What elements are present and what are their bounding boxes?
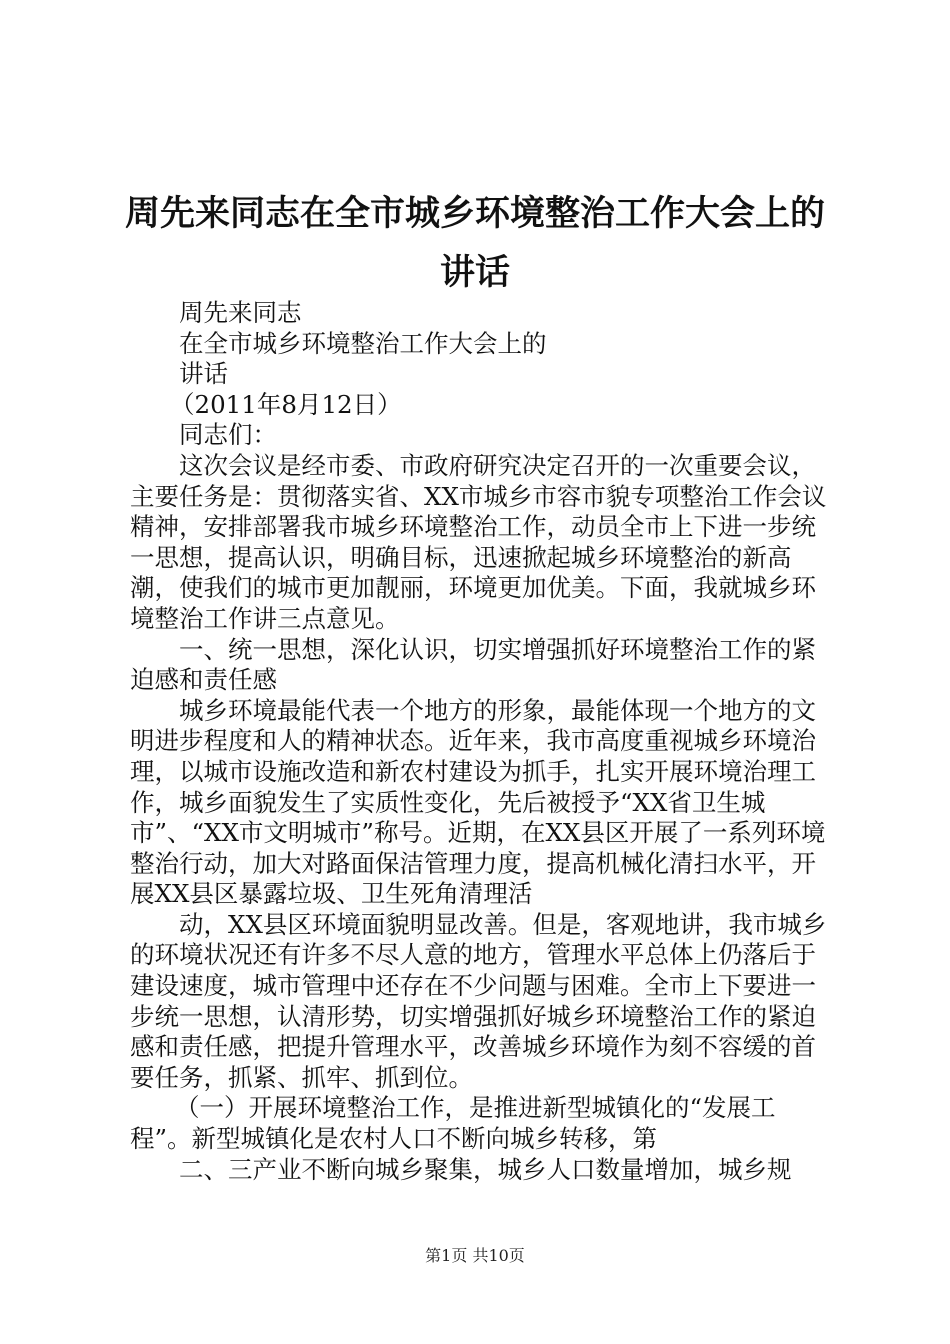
- paragraph: 二、三产业不断向城乡聚集，城乡人口数量增加，城乡规: [179, 1154, 792, 1184]
- speech-date: （2011年8月12日）: [170, 389, 402, 419]
- paragraph: 城乡环境最能代表一个地方的形象，最能体现一个地方的文明进步程度和人的精神状态。近年来，我市高度重视城乡环境治理，以城市设施改造和新农村建设为抓手，扎实开展环境治理工作，城乡面貌发生了实质性变化，先后被授予“XX省卫生城市”、“XX市文明城市”称号。近期，在XX县区开展了一系列环境整治行动，加大对路面保洁管理力度，提高机械化清扫水平，开展XX县区暴露垃圾、卫生死角清理活: [130, 695, 826, 909]
- document-title-line1: 周先来同志在全市城乡环境整治工作大会上的: [124, 194, 825, 234]
- speech-subtitle-end: 讲话: [179, 359, 228, 389]
- page-footer: 第1页 共10页: [425, 1246, 525, 1265]
- document-title-line2: 讲话: [439, 253, 510, 293]
- speaker-name: 周先来同志: [179, 298, 302, 327]
- subsection-paragraph: （一）开展环境整治工作，是推进新型城镇化的“发展工程”。新型城镇化是农村人口不断向城乡转移，第: [130, 1093, 776, 1154]
- salutation: 同志们：: [179, 420, 277, 450]
- paragraph: 动，XX县区环境面貌明显改善。但是，客观地讲，我市城乡的环境状况还有许多不尽人意的地方，管理水平总体上仍落后于建设速度，城市管理中还存在不少问题与困难。全市上下要进一步统一思想，认清形势，切实增强抓好城乡环境整治工作的紧迫感和责任感，把提升管理水平，改善城乡环境作为刻不容缓的首要任务，抓紧、抓牢、抓到位。: [130, 909, 827, 1092]
- paragraph: 这次会议是经市委、市政府研究决定召开的一次重要会议，主要任务是：贯彻落实省、XX市城乡市容市貌专项整治工作会议精神，安排部署我市城乡环境整治工作，动员全市上下进一步统一思想，提高认识，明确目标，迅速掀起城乡环境整治的新高潮，使我们的城市更加靓丽，环境更加优美。下面，我就城乡环境整治工作讲三点意见。: [130, 450, 827, 633]
- speech-subtitle: 在全市城乡环境整治工作大会上的: [179, 328, 547, 358]
- section-heading: 一、统一思想，深化认识，切实增强抓好环境整治工作的紧迫感和责任感: [130, 634, 816, 695]
- document-body: [130, 298, 835, 1185]
